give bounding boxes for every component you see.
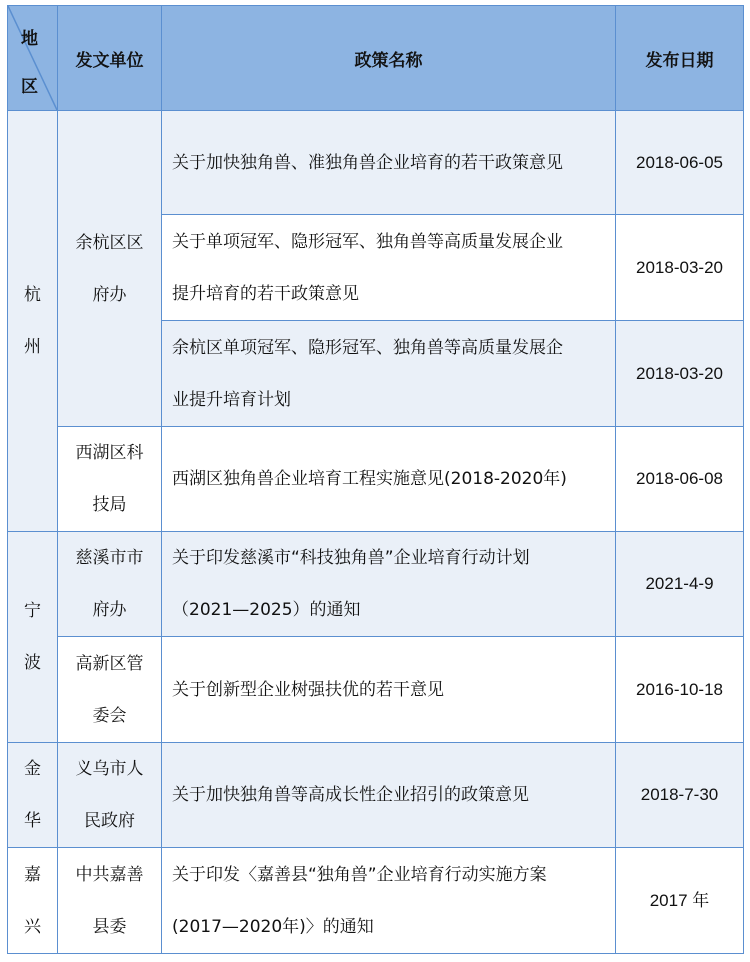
policy-cell: 关于创新型企业树强扶优的若干意见: [162, 637, 616, 743]
region-cell-ningbo: 宁 波: [8, 532, 58, 743]
table-row: [8, 637, 744, 743]
policy-cell: 关于印发慈溪市“科技独角兽”企业培育行动计划 （2021—2025）的通知: [162, 532, 616, 637]
unit-cell-cixi: 慈溪市市 府办: [58, 532, 162, 637]
date-cell: 2018-06-08: [616, 427, 744, 532]
region-cell-jinhua: 金 华: [8, 743, 58, 848]
policy-cell: 关于加快独角兽、准独角兽企业培育的若干政策意见: [162, 111, 616, 215]
policy-table: [7, 5, 744, 954]
table-row: [8, 427, 744, 532]
table-row: [8, 848, 744, 954]
unit-cell-xihu: 西湖区科 技局: [58, 427, 162, 532]
unit-cell-gaoxin: 高新区管 委会: [58, 637, 162, 743]
policy-cell: 关于加快独角兽等高成长性企业招引的政策意见: [162, 743, 616, 848]
date-cell: 2018-7-30: [616, 743, 744, 848]
region-header: [8, 6, 58, 111]
date-cell: 2018-06-05: [616, 111, 744, 215]
policy-header: 政策名称: [162, 6, 616, 111]
region-header-top: 地: [21, 29, 38, 49]
date-cell: 2017 年: [616, 848, 744, 954]
date-header: 发布日期: [616, 6, 744, 111]
unit-cell-yiwu: 义乌市人 民政府: [58, 743, 162, 848]
policy-cell: 关于单项冠军、隐形冠军、独角兽等高质量发展企业 提升培育的若干政策意见: [162, 215, 616, 321]
region-header-bottom: 区: [21, 77, 38, 97]
header-row: [8, 6, 744, 111]
policy-cell: 余杭区单项冠军、隐形冠军、独角兽等高质量发展企 业提升培育计划: [162, 321, 616, 427]
date-cell: 2016-10-18: [616, 637, 744, 743]
date-cell: 2021-4-9: [616, 532, 744, 637]
policy-cell: 西湖区独角兽企业培育工程实施意见(2018-2020年): [162, 427, 616, 532]
table-row: [8, 111, 744, 215]
policy-cell: 关于印发〈嘉善县“独角兽”企业培育行动实施方案 (2017—2020年)〉的通知: [162, 848, 616, 954]
date-cell: 2018-03-20: [616, 215, 744, 321]
date-cell: 2018-03-20: [616, 321, 744, 427]
unit-cell-yuhang: 余杭区区 府办: [58, 111, 162, 427]
unit-header: 发文单位: [58, 6, 162, 111]
region-cell-hangzhou: 杭 州: [8, 111, 58, 532]
table-row: [8, 532, 744, 637]
region-cell-jiaxing: 嘉 兴: [8, 848, 58, 954]
unit-cell-jiashan: 中共嘉善 县委: [58, 848, 162, 954]
table-row: [8, 743, 744, 848]
